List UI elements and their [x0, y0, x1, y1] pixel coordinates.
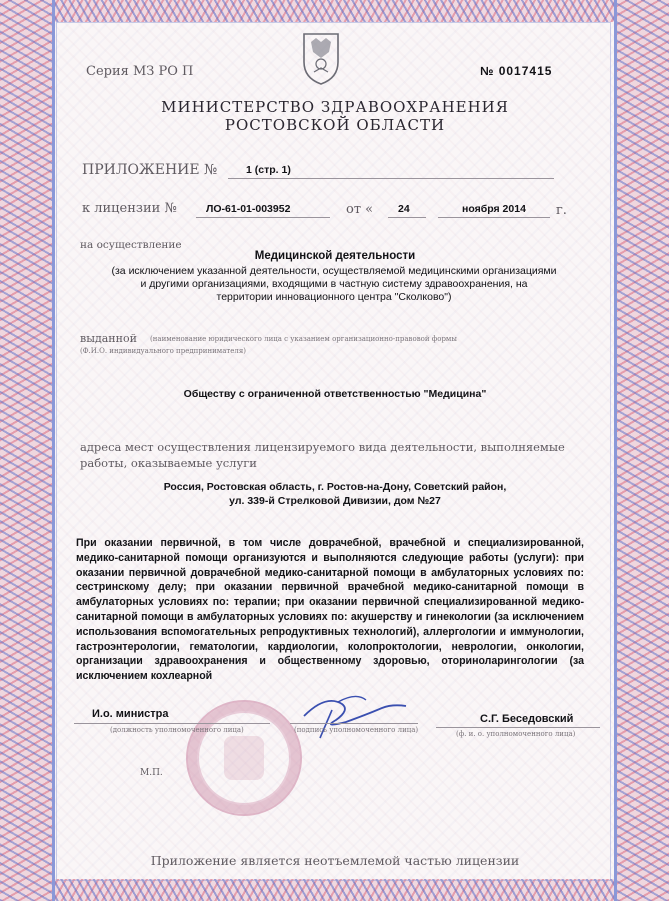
signature-underline — [290, 723, 418, 724]
handwritten-signature — [296, 686, 418, 746]
activity-note-line1: (за исключением указанной деятельности, осуществляемой медицинскими организациями — [111, 265, 557, 277]
services-text: При оказании первичной, в том числе доврачебной, врачебной и специализированной, медико-санитарной помощи организуются и выполняются следующие работы (услуги): при оказании первичной доврачебной медико-санитарной помощи в амбулаторных условиях по: сестринскому делу; при оказании первичной врачебной медико-санитарной помощи в амбулаторных условиях по: терапии; при оказании первичной специализированной медико-санитарной помощи в амбулаторных условиях по: акушерству и гинекологии (за исключением использования вспомогательных репродуктивных технологий), аллергологии и иммунологии, гастроэнтерологии, гематологии, кардиологии, колопроктологии, неврологии, онкологии, организации здравоохранения и общественному здоровью, оториноларингологии (за исключением кохлеарной — [76, 537, 584, 683]
form-number: № 0017415 — [480, 64, 553, 78]
name-hint: (ф. и. о. уполномоченного лица) — [456, 730, 576, 738]
ministry-title: МИНИСТЕРСТВО ЗДРАВООХРАНЕНИЯ — [161, 98, 509, 116]
seal-emblem — [224, 736, 264, 780]
organization-name: Обществу с ограниченной ответственностью "Медицина" — [183, 388, 487, 400]
series-label: Серия МЗ РО П — [86, 64, 194, 79]
activity-label: на осуществление — [80, 239, 182, 251]
license-month-underline — [438, 217, 550, 218]
issued-hint-line2: (Ф.И.О. индивидуального предпринимателя) — [80, 347, 247, 355]
position-underline — [74, 723, 270, 724]
license-number-underline — [196, 217, 330, 218]
address-line1: Россия, Ростовская область, г. Ростов-на-Дону, Советский район, — [163, 481, 507, 493]
address-line2: ул. 339-й Стрелковой Дивизии, дом №27 — [229, 495, 441, 507]
appendix-label: ПРИЛОЖЕНИЕ № — [82, 162, 218, 178]
official-seal-stamp — [186, 700, 302, 816]
license-year-suffix: г. — [556, 203, 567, 218]
appendix-value: 1 (стр. 1) — [246, 164, 291, 176]
license-month-year: ноября 2014 — [462, 203, 526, 215]
license-number: ЛО-61-01-003952 — [206, 203, 291, 215]
name-underline — [436, 727, 600, 728]
addresses-label-line1: адреса мест осуществления лицензируемого вида деятельности, выполняемые — [80, 440, 565, 454]
issued-label: выданной — [80, 332, 137, 345]
region-title: РОСТОВСКОЙ ОБЛАСТИ — [224, 116, 446, 134]
position-hint: (должность уполномоченного лица) — [110, 726, 244, 734]
seal-place-label: М.П. — [140, 768, 163, 778]
footer-note: Приложение является неотъемлемой частью лицензии — [150, 853, 520, 868]
signatory-position: И.о. министра — [92, 708, 169, 720]
appendix-underline — [228, 178, 554, 179]
license-day-underline — [388, 217, 426, 218]
signatory-name: С.Г. Беседовский — [480, 713, 574, 725]
activity-note-line2: и другими организациями, входящими в частную систему здравоохранения, на — [140, 278, 528, 290]
license-date-from-label: от « — [346, 202, 374, 217]
activity-note-line3: территории инновационного центра "Сколково") — [216, 291, 452, 303]
license-label: к лицензии № — [82, 201, 177, 216]
coat-of-arms-icon — [296, 28, 346, 86]
signature-hint: (подпись уполномоченного лица) — [294, 726, 419, 734]
license-day: 24 — [398, 203, 410, 215]
issued-hint-line1: (наименование юридического лица с указанием организационно-правовой формы — [150, 335, 457, 343]
addresses-label-line2: работы, оказываемые услуги — [80, 456, 257, 470]
activity-title: Медицинской деятельности — [254, 250, 416, 262]
